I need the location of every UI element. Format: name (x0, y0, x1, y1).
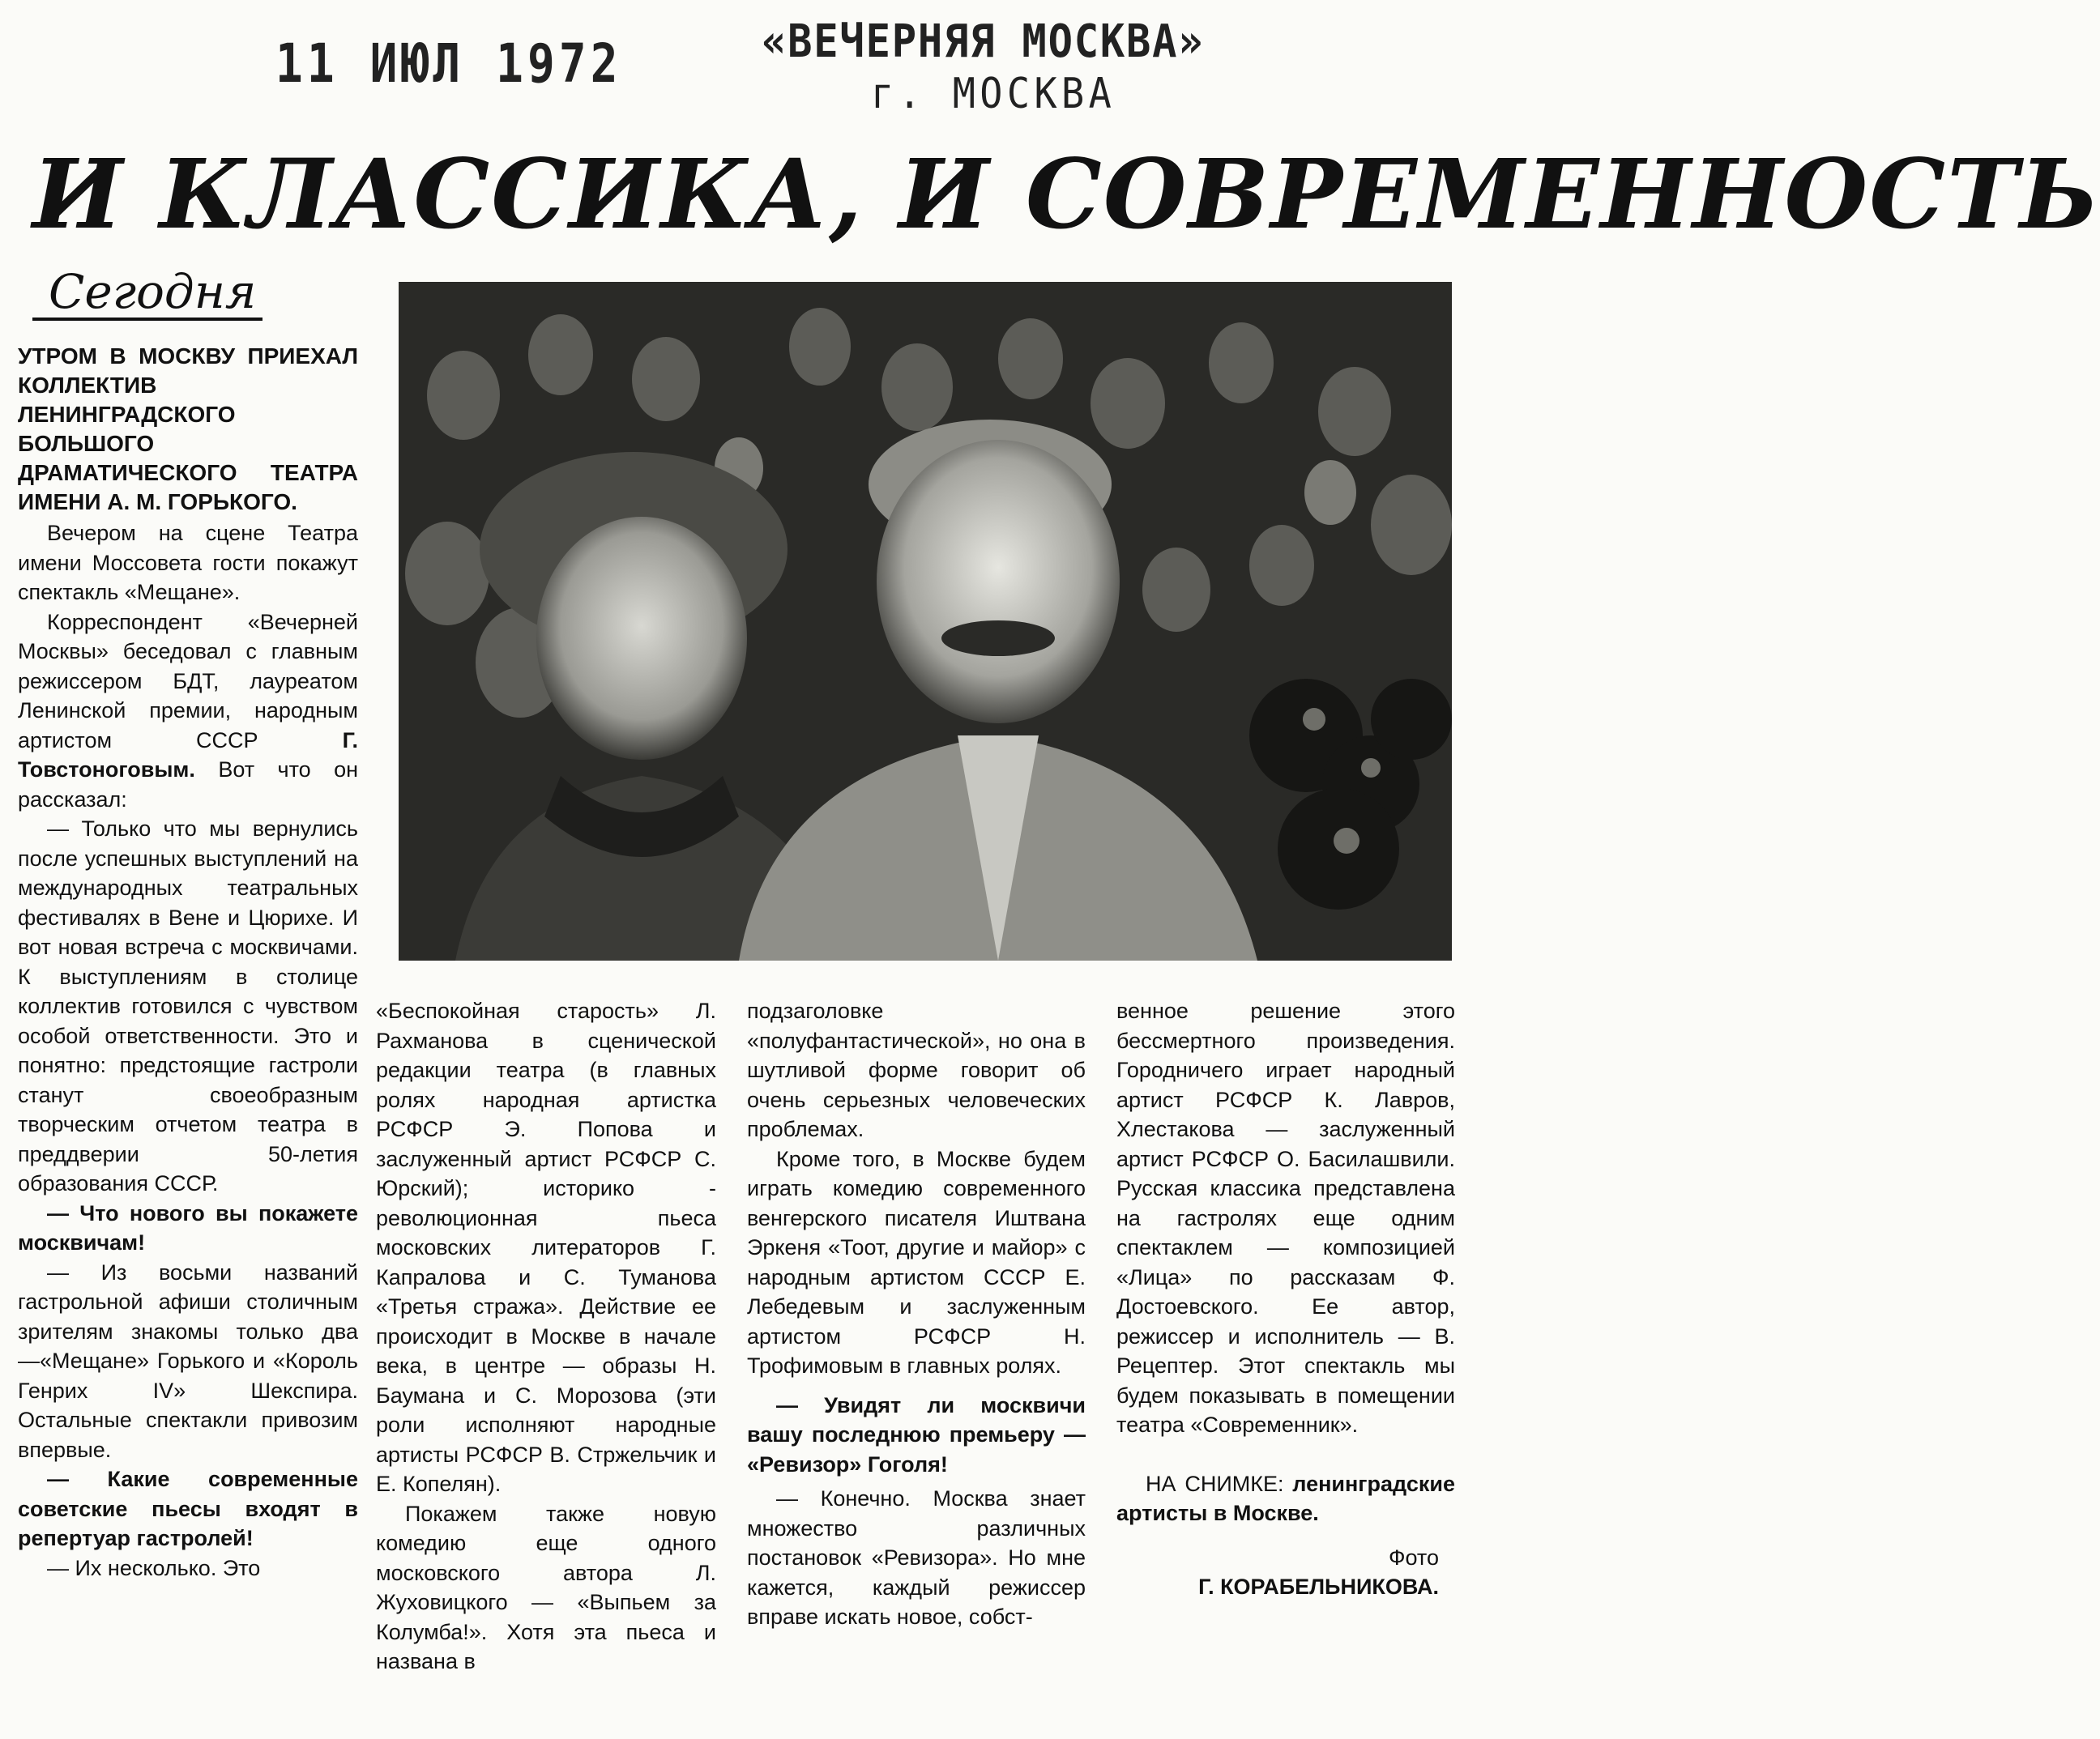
paragraph: — Только что мы вернулись после успешных выступлений на международных театральных фестивалях в Вене и Цюрихе. И вот новая встреча с москвичами. К выступлениям в столице коллектив готовился с чувством особой ответственности. Это и понятно: предстоящие гастроли станут своеобразным творческим отчетом театра в преддверии 50-летия образования СССР. (18, 816, 358, 1196)
text-column-3 (747, 996, 1086, 1632)
newspaper-city: г. МОСКВА (871, 70, 1116, 118)
paragraph: — Их несколько. Это (47, 1555, 261, 1580)
paragraph: Кроме того, в Москве будем играть комедию современного венгерского писателя Иштвана Эркеня «Тоот, другие и майор» с народным артистом СССР Е. Лебедевым и заслуженным артистом РСФСР Н. Трофимовым в главных ролях. (747, 1146, 1086, 1378)
text-column-4 (1116, 996, 1455, 1602)
credit-name: Г. КОРАБЕЛЬНИКОВА. (1198, 1575, 1439, 1599)
caption-label: НА СНИМКЕ: (1146, 1471, 1293, 1496)
interview-question: — Что нового вы покажете москвичам! (18, 1200, 358, 1255)
rubric-label: Сегодня (32, 267, 262, 321)
person-name: Г. Товстоноговым. (18, 727, 358, 782)
text-span: Корреспондент «Вечерней Москвы» беседовал с главным режиссером БДТ, лауреатом Ленинской премии, народным артистом СССР (18, 609, 358, 752)
article-headline: И КЛАССИКА, И СОВРЕМЕННОСТЬ (32, 138, 2100, 250)
article-lead: УТРОМ В МОСКВУ ПРИЕХАЛ КОЛЛЕКТИВ ЛЕНИНГРАДСКОГО БОЛЬШОГО ДРАМАТИЧЕСКОГО ТЕАТРА ИМЕНИ А. М. ГОРЬКОГО. (18, 343, 358, 514)
text-column-2 (376, 996, 716, 1677)
text-column-1 (18, 518, 358, 1583)
newspaper-name: «ВЕЧЕРНЯЯ МОСКВА» (762, 15, 1205, 68)
paragraph: — Из восьми названий гастрольной афиши столичным зрителям знакомы только два —«Мещане» Горького и «Король Генрих IV» Шекспира. Остальные спектакли привозим впервые. (18, 1259, 358, 1462)
article-photo (399, 282, 1452, 961)
interview-question: — Увидят ли москвичи вашу последнюю премьеру — «Ревизор» Гоголя! (747, 1392, 1086, 1477)
paragraph: — Конечно. Москва знает множество различных постановок «Ревизора». Но мне кажется, каждый режиссер вправе искать новое, собст- (747, 1486, 1086, 1629)
photo-caption (1116, 1469, 1455, 1528)
caption-text: ленинградские артисты в Москве. (1116, 1471, 1455, 1525)
text-span: Вот что он рассказал: (18, 757, 358, 812)
paragraph: Вечером на сцене Театра имени Моссовета гости покажут спектакль «Мещане». (18, 521, 358, 604)
date-stamp: 11 ИЮЛ 1972 (275, 32, 622, 95)
paragraph: «Беспокойная старость» Л. Рахманова в сценической редакции театра (в главных ролях народная артистка РСФСР Э. Попова и заслуженный артист РСФСР С. Юрский); историко - революционная пьеса московских литераторов Г. Капралова и С. Туманова «Третья стража». Действие ее происходит в Москве в начале века, в центре — образы Н. Баумана и С. Морозова (эти роли исполняют народные артисты РСФСР В. Стржельчик и Е. Копелян). (376, 999, 716, 1496)
credit-label: Фото (1388, 1545, 1439, 1570)
paragraph (18, 607, 358, 815)
newspaper-stamp (762, 16, 1204, 120)
paragraph: подзаголовке «полуфантастической», но она в шутливой форме говорит об очень серьезных человеческих проблемах. (747, 999, 1086, 1141)
paragraph: венное решение этого бессмертного произведения. Городничего играет народный артист РСФСР К. Лавров, Хлестакова — заслуженный артист РСФСР О. Басилашвили. Русская классика представлена на гастролях еще одним спектаклем — композицией «Лица» по рассказам Ф. Достоевского. Ее автор, режиссер и исполнитель — В. Рецептер. Этот спектакль мы будем показывать в помещении театра «Современник». (1116, 999, 1455, 1437)
photo-illustration (399, 282, 1452, 961)
photo-credit (1116, 1543, 1455, 1602)
interview-question: — Какие современные советские пьесы входят в репертуар гастролей! (18, 1467, 358, 1550)
paragraph: Покажем также новую комедию еще одного московского автора Л. Жуховицкого — «Выпьем за Колумба!». Хотя эта пьеса и названа в (376, 1501, 716, 1673)
